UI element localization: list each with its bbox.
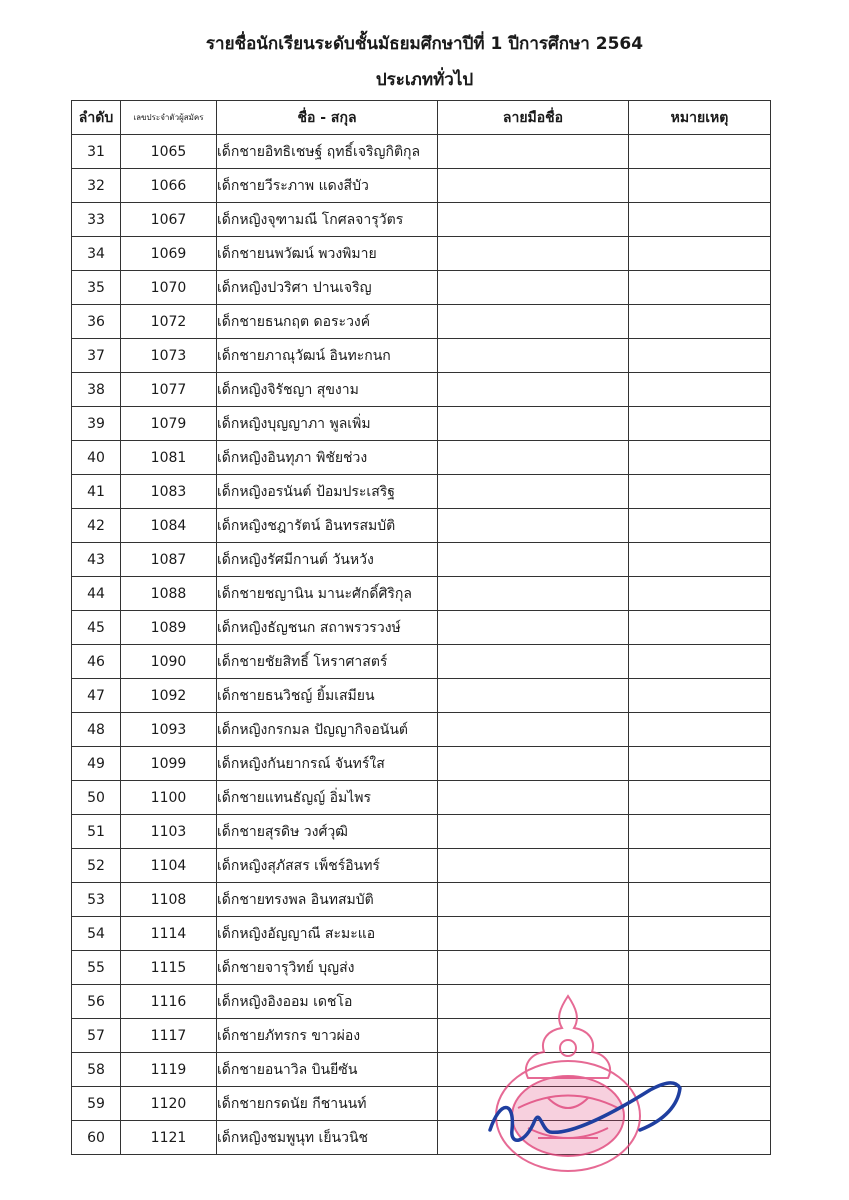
row-no: 36	[72, 305, 121, 339]
row-student-name: เด็กหญิงรัศมีกานต์ วันหวัง	[217, 543, 438, 577]
table-row	[72, 951, 771, 985]
row-no: 35	[72, 271, 121, 305]
row-applicant-no: 1108	[121, 883, 217, 917]
row-applicant-no: 1121	[121, 1121, 217, 1155]
table-row	[72, 1053, 771, 1087]
row-remark-cell	[629, 611, 771, 645]
row-signature-cell	[438, 1121, 629, 1155]
row-remark-cell	[629, 713, 771, 747]
row-student-name: เด็กหญิงกรกมล ปัญญากิจอนันต์	[217, 713, 438, 747]
row-applicant-no: 1072	[121, 305, 217, 339]
row-applicant-no: 1103	[121, 815, 217, 849]
row-applicant-no: 1067	[121, 203, 217, 237]
row-signature-cell	[438, 713, 629, 747]
row-no: 52	[72, 849, 121, 883]
row-signature-cell	[438, 543, 629, 577]
row-applicant-no: 1066	[121, 169, 217, 203]
header-signature: ลายมือชื่อ	[438, 101, 629, 135]
row-remark-cell	[629, 203, 771, 237]
row-applicant-no: 1083	[121, 475, 217, 509]
table-row	[72, 407, 771, 441]
row-remark-cell	[629, 849, 771, 883]
row-remark-cell	[629, 475, 771, 509]
row-no: 50	[72, 781, 121, 815]
row-applicant-no: 1077	[121, 373, 217, 407]
table-row	[72, 169, 771, 203]
header-remark: หมายเหตุ	[629, 101, 771, 135]
row-remark-cell	[629, 237, 771, 271]
row-applicant-no: 1104	[121, 849, 217, 883]
row-signature-cell	[438, 1087, 629, 1121]
row-remark-cell	[629, 407, 771, 441]
row-student-name: เด็กหญิงปวริศา ปานเจริญ	[217, 271, 438, 305]
row-no: 53	[72, 883, 121, 917]
row-signature-cell	[438, 815, 629, 849]
row-student-name: เด็กหญิงอินทุภา พิชัยช่วง	[217, 441, 438, 475]
row-applicant-no: 1099	[121, 747, 217, 781]
row-applicant-no: 1084	[121, 509, 217, 543]
table-row	[72, 815, 771, 849]
table-row	[72, 237, 771, 271]
row-remark-cell	[629, 169, 771, 203]
table-header-row	[72, 101, 771, 135]
table-body	[72, 135, 771, 1155]
row-remark-cell	[629, 543, 771, 577]
header-no: ลำดับ	[72, 101, 121, 135]
row-applicant-no: 1117	[121, 1019, 217, 1053]
row-remark-cell	[629, 271, 771, 305]
row-applicant-no: 1100	[121, 781, 217, 815]
row-signature-cell	[438, 1053, 629, 1087]
row-applicant-no: 1116	[121, 985, 217, 1019]
row-no: 58	[72, 1053, 121, 1087]
row-no: 40	[72, 441, 121, 475]
row-remark-cell	[629, 985, 771, 1019]
row-student-name: เด็กหญิงชฎารัตน์ อินทรสมบัติ	[217, 509, 438, 543]
row-no: 43	[72, 543, 121, 577]
row-student-name: เด็กหญิงธัญชนก สถาพรวรวงษ์	[217, 611, 438, 645]
table-row	[72, 781, 771, 815]
row-signature-cell	[438, 475, 629, 509]
row-student-name: เด็กชายธนวิชญ์ ยิ้มเสมียน	[217, 679, 438, 713]
row-signature-cell	[438, 373, 629, 407]
row-student-name: เด็กหญิงอัญญาณี สะมะแอ	[217, 917, 438, 951]
table-row	[72, 883, 771, 917]
row-student-name: เด็กชายอิทธิเชษฐ์ ฤทธิ์เจริญกิติกุล	[217, 135, 438, 169]
row-no: 31	[72, 135, 121, 169]
row-student-name: เด็กหญิงชมพูนุท เย็นวนิช	[217, 1121, 438, 1155]
table-row	[72, 1121, 771, 1155]
row-signature-cell	[438, 169, 629, 203]
row-no: 48	[72, 713, 121, 747]
row-applicant-no: 1065	[121, 135, 217, 169]
table-row	[72, 1019, 771, 1053]
row-no: 54	[72, 917, 121, 951]
row-signature-cell	[438, 747, 629, 781]
header-name: ชื่อ - สกุล	[217, 101, 438, 135]
row-student-name: เด็กชายอนาวิล บินยีซัน	[217, 1053, 438, 1087]
table-row	[72, 1087, 771, 1121]
table-row	[72, 611, 771, 645]
row-remark-cell	[629, 305, 771, 339]
row-signature-cell	[438, 271, 629, 305]
row-no: 41	[72, 475, 121, 509]
row-applicant-no: 1115	[121, 951, 217, 985]
table-row	[72, 577, 771, 611]
row-remark-cell	[629, 135, 771, 169]
row-student-name: เด็กหญิงอรนันต์ ป้อมประเสริฐ	[217, 475, 438, 509]
row-student-name: เด็กชายทรงพล อินทสมบัติ	[217, 883, 438, 917]
row-remark-cell	[629, 1121, 771, 1155]
table-row	[72, 713, 771, 747]
row-signature-cell	[438, 509, 629, 543]
row-student-name: เด็กหญิงบุญญาภา พูลเพิ่ม	[217, 407, 438, 441]
row-student-name: เด็กหญิงอิงออม เดชโอ	[217, 985, 438, 1019]
row-no: 33	[72, 203, 121, 237]
row-signature-cell	[438, 203, 629, 237]
row-no: 47	[72, 679, 121, 713]
row-no: 57	[72, 1019, 121, 1053]
row-no: 46	[72, 645, 121, 679]
row-signature-cell	[438, 781, 629, 815]
student-roster-table	[71, 100, 771, 1155]
row-no: 51	[72, 815, 121, 849]
row-applicant-no: 1120	[121, 1087, 217, 1121]
row-applicant-no: 1092	[121, 679, 217, 713]
row-remark-cell	[629, 509, 771, 543]
table-row	[72, 679, 771, 713]
row-no: 56	[72, 985, 121, 1019]
row-signature-cell	[438, 679, 629, 713]
row-student-name: เด็กชายกรดนัย กีชานนท์	[217, 1087, 438, 1121]
row-applicant-no: 1090	[121, 645, 217, 679]
table-row	[72, 373, 771, 407]
row-signature-cell	[438, 305, 629, 339]
row-remark-cell	[629, 883, 771, 917]
row-no: 34	[72, 237, 121, 271]
row-no: 42	[72, 509, 121, 543]
header-applicant-no: เลขประจำตัวผู้สมัคร	[121, 101, 217, 135]
table-row	[72, 645, 771, 679]
row-applicant-no: 1073	[121, 339, 217, 373]
row-remark-cell	[629, 917, 771, 951]
row-remark-cell	[629, 1087, 771, 1121]
row-signature-cell	[438, 951, 629, 985]
row-student-name: เด็กชายสุรดิษ วงศ์วุฒิ	[217, 815, 438, 849]
row-student-name: เด็กชายแทนธัญญ์ อิ่มไพร	[217, 781, 438, 815]
row-signature-cell	[438, 135, 629, 169]
row-signature-cell	[438, 441, 629, 475]
row-student-name: เด็กชายธนกฤต ดอระวงค์	[217, 305, 438, 339]
row-signature-cell	[438, 645, 629, 679]
row-student-name: เด็กหญิงจิรัชญา สุขงาม	[217, 373, 438, 407]
document-title: รายชื่อนักเรียนระดับชั้นมัธยมศึกษาปีที่ 1 ปีการศึกษา 2564	[205, 34, 644, 54]
row-remark-cell	[629, 645, 771, 679]
document-subtitle: ประเภททั่วไป	[375, 70, 474, 90]
row-student-name: เด็กชายภัทรกร ขาวผ่อง	[217, 1019, 438, 1053]
table-row	[72, 985, 771, 1019]
row-applicant-no: 1069	[121, 237, 217, 271]
row-student-name: เด็กชายภาณุวัฒน์ อินทะกนก	[217, 339, 438, 373]
row-student-name: เด็กชายชัยสิทธิ์ โหราศาสตร์	[217, 645, 438, 679]
row-remark-cell	[629, 1019, 771, 1053]
row-signature-cell	[438, 1019, 629, 1053]
table-row	[72, 849, 771, 883]
row-student-name: เด็กชายนพวัฒน์ พวงพิมาย	[217, 237, 438, 271]
row-remark-cell	[629, 679, 771, 713]
row-applicant-no: 1087	[121, 543, 217, 577]
row-no: 55	[72, 951, 121, 985]
row-student-name: เด็กหญิงกันยากรณ์ จันทร์ใส	[217, 747, 438, 781]
row-no: 60	[72, 1121, 121, 1155]
row-applicant-no: 1079	[121, 407, 217, 441]
row-no: 39	[72, 407, 121, 441]
row-applicant-no: 1081	[121, 441, 217, 475]
row-signature-cell	[438, 611, 629, 645]
table-row	[72, 747, 771, 781]
row-remark-cell	[629, 747, 771, 781]
table-row	[72, 509, 771, 543]
row-student-name: เด็กชายวีระภาพ แดงสีบัว	[217, 169, 438, 203]
row-no: 49	[72, 747, 121, 781]
row-remark-cell	[629, 577, 771, 611]
row-no: 44	[72, 577, 121, 611]
row-student-name: เด็กชายชญานิน มานะศักดิ์ศิริกุล	[217, 577, 438, 611]
row-signature-cell	[438, 577, 629, 611]
row-signature-cell	[438, 407, 629, 441]
row-no: 32	[72, 169, 121, 203]
row-signature-cell	[438, 883, 629, 917]
row-student-name: เด็กหญิงสุภัสสร เพ็ชร์อินทร์	[217, 849, 438, 883]
row-applicant-no: 1088	[121, 577, 217, 611]
row-student-name: เด็กหญิงจุฑามณี โกศลจารุวัตร	[217, 203, 438, 237]
row-no: 59	[72, 1087, 121, 1121]
table-row	[72, 271, 771, 305]
table-row	[72, 339, 771, 373]
row-remark-cell	[629, 1053, 771, 1087]
row-signature-cell	[438, 849, 629, 883]
row-remark-cell	[629, 441, 771, 475]
table-row	[72, 917, 771, 951]
row-signature-cell	[438, 917, 629, 951]
row-remark-cell	[629, 951, 771, 985]
row-remark-cell	[629, 781, 771, 815]
row-student-name: เด็กชายจารุวิทย์ บุญส่ง	[217, 951, 438, 985]
table-row	[72, 305, 771, 339]
row-no: 38	[72, 373, 121, 407]
row-applicant-no: 1119	[121, 1053, 217, 1087]
row-remark-cell	[629, 815, 771, 849]
table-row	[72, 203, 771, 237]
table-row	[72, 543, 771, 577]
row-no: 45	[72, 611, 121, 645]
table-row	[72, 441, 771, 475]
row-applicant-no: 1070	[121, 271, 217, 305]
row-signature-cell	[438, 985, 629, 1019]
row-signature-cell	[438, 339, 629, 373]
row-no: 37	[72, 339, 121, 373]
row-applicant-no: 1114	[121, 917, 217, 951]
row-applicant-no: 1089	[121, 611, 217, 645]
row-remark-cell	[629, 339, 771, 373]
table-row	[72, 475, 771, 509]
row-applicant-no: 1093	[121, 713, 217, 747]
table-row	[72, 135, 771, 169]
row-signature-cell	[438, 237, 629, 271]
row-remark-cell	[629, 373, 771, 407]
